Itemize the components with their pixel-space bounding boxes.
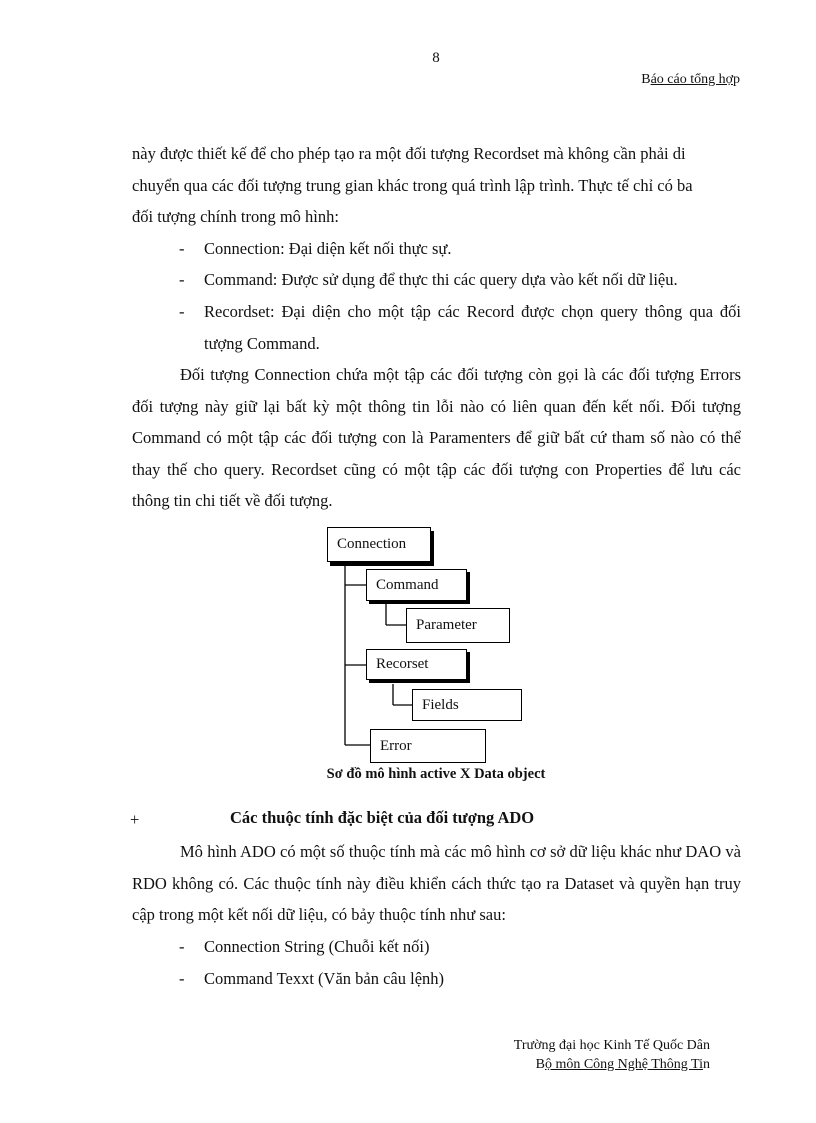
section-paragraph: Mô hình ADO có một số thuộc tính mà các mô hình cơ sở dữ liệu khác như DAO và RDO không có. Các thuộc tính này điều khiển cách thức tạo ra Dataset và quyền hạn truy cập trong một kết nối dữ liệu, có bảy thuộc tính như sau: <box>132 842 741 924</box>
section-heading: Các thuộc tính đặc biệt của đối tượng ADO <box>230 808 535 827</box>
fields-label: Fields <box>422 696 459 713</box>
error-box <box>370 729 486 763</box>
list-dash: - <box>179 969 185 988</box>
list-item-text: Connection String (Chuỗi kết nối) <box>204 937 430 956</box>
section-marker: + <box>130 810 140 829</box>
fields-box <box>412 689 522 721</box>
list-item-text: Command Texxt (Văn bản câu lệnh) <box>204 969 445 988</box>
intro-line-3: đối tượng chính trong mô hình: <box>132 207 339 226</box>
parameter-box <box>406 608 510 643</box>
connection-box <box>327 527 431 562</box>
recordset-box <box>366 649 467 680</box>
footer-department-underlined: ộ môn Công Nghệ Thông Ti <box>544 1057 703 1072</box>
diagram-caption: Sơ đồ mô hình active X Data object <box>326 766 546 782</box>
footer-department-start: B <box>535 1057 545 1072</box>
connection-label: Connection <box>337 536 407 552</box>
footer-university: Trường đại học Kinh Tế Quốc Dân <box>513 1038 710 1053</box>
header-title-end: p <box>733 72 740 87</box>
error-label: Error <box>380 737 412 754</box>
list-dash: - <box>179 937 185 956</box>
footer-department-end: n <box>703 1057 710 1072</box>
list-dash: - <box>179 239 185 258</box>
footer-department <box>536 1057 710 1073</box>
list-dash: - <box>179 270 185 289</box>
list-dash: - <box>179 302 185 321</box>
recordset-label: Recorset <box>376 656 429 672</box>
parameter-label: Parameter <box>416 617 477 633</box>
list-item-text: Connection: Đại diện kết nối thực sự. <box>204 239 452 258</box>
header-title-start: B <box>641 72 651 87</box>
intro-line-1: này được thiết kế để cho phép tạo ra một đối tượng Recordset mà không cần phải di <box>132 144 686 163</box>
description-paragraph: Đối tượng Connection chứa một tập các đối tượng còn gọi là các đối tượng Errors đối tượng này giữ lại bất kỳ một thông tin lỗi nào có liên quan đến kết nối. Đối tượng Command có một tập các đối tượng con là Paramenters để giữ bất cứ tham số nào có thể thay thế cho query. Recordset cũng có một tập các đối tượng con Properties để lưu các thông tin chi tiết về đối tượng. <box>132 365 741 510</box>
list-item-text: Command: Được sử dụng để thực thi các query dựa vào kết nối dữ liệu. <box>204 270 678 289</box>
page-number: 8 <box>432 50 440 66</box>
list-item-text: Recordset: Đại diện cho một tập các Record được chọn query thông qua đối tượng Command. <box>204 302 741 353</box>
intro-line-2: chuyển qua các đối tượng trung gian khác trong quá trình lập trình. Thực tế chỉ có ba <box>132 176 693 195</box>
header-title-underlined: áo cáo tổng hợ <box>650 72 733 87</box>
command-label: Command <box>376 576 439 593</box>
command-box <box>366 569 467 601</box>
